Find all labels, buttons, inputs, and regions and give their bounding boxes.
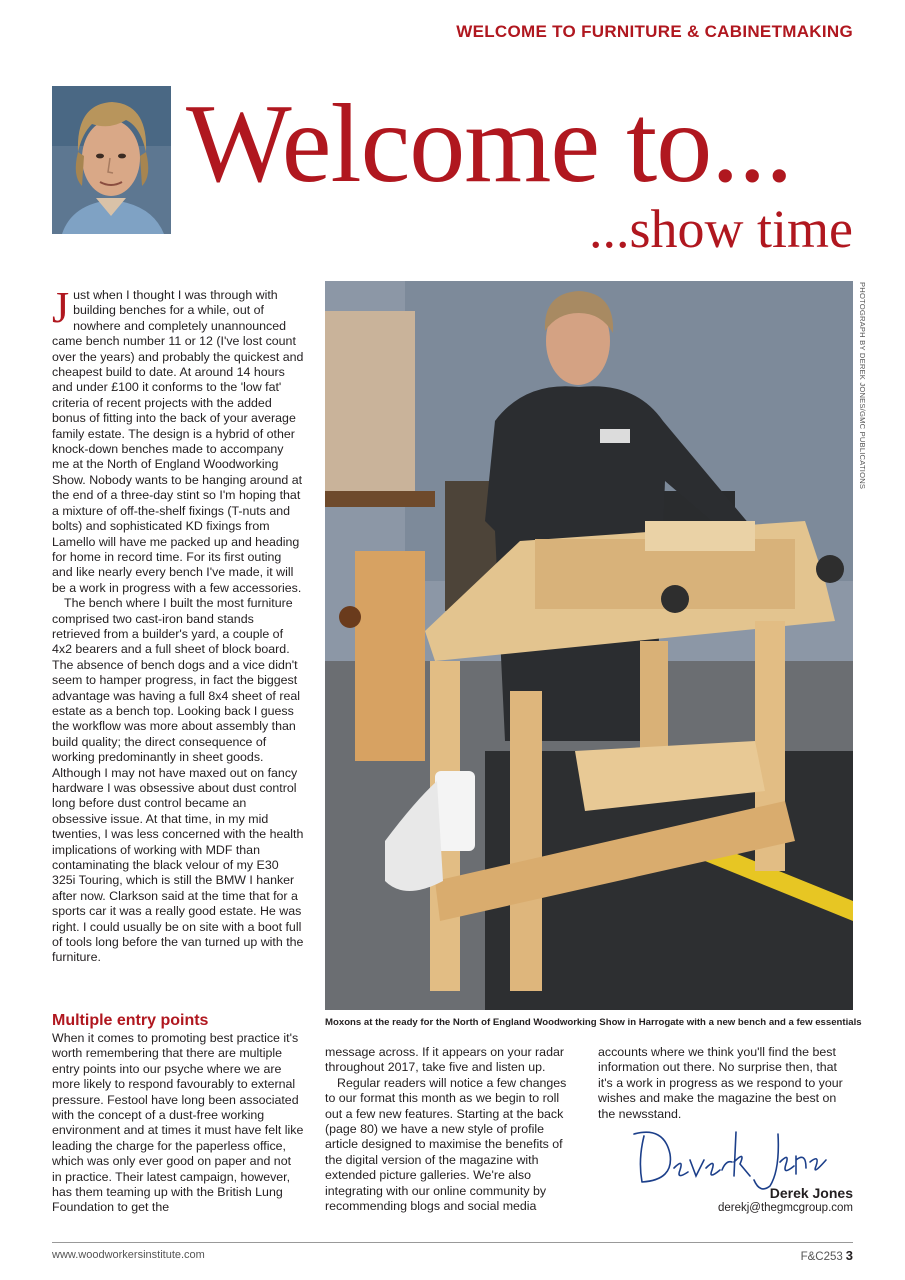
- author-portrait: [52, 86, 171, 234]
- page-subtitle: ...show time: [589, 199, 853, 259]
- article-column-1: [52, 283, 304, 966]
- article-column-1-bottom: [52, 1031, 304, 1216]
- paragraph-4: message across. If it appears on your radar throughout 2017, take five and listen up.: [325, 1045, 564, 1075]
- subheading: Multiple entry points: [52, 1012, 209, 1029]
- page-number: 3: [845, 1248, 853, 1263]
- portrait-image: [52, 86, 171, 234]
- page-title: Welcome to...: [186, 82, 793, 206]
- footer-issue: F&C253: [800, 1251, 843, 1263]
- author-name: Derek Jones: [769, 1185, 853, 1201]
- author-email[interactable]: derekj@thegmcgroup.com: [717, 1202, 853, 1214]
- footer-divider: [52, 1242, 853, 1243]
- drop-cap: J: [52, 283, 70, 332]
- paragraph-1: ust when I thought I was through with building benches for a while, out of nowhere and completely unannounced came bench number 11 or 12 (I've lost count over the years) and probably the quickest and cheapest build to date. At around 14 hours and under £100 it conforms to the 'low fat' criteria of recent projects with the added bonus of fitting into the back of your average family estate. The design is a hybrid of other knock-down benches made to accompany me at the North of England Woodworking Show. Nobody wants to be hanging around at the end of a three-day stint so I'm hoping that a mixture of off-the-shelf fixings (T-nuts and bolts) and sophisticated KD fixings from Lamello will have me packed up and heading for home in record time. For its first outing and like nearly every bench I've made, it will be a work in progress with a few accessories.: [52, 288, 304, 595]
- workbench-photo: [325, 281, 853, 1010]
- footer-website[interactable]: www.woodworkersinstitute.com: [52, 1249, 205, 1261]
- paragraph-5: Regular readers will notice a few changes to our format this month as we begin to roll out a few new features. Starting at the back (page 80) we have a new style of profile article designed to maximise the benefits of the digital version of the magazine with extended picture galleries. We're also integrating with our online community by recommending blogs and social media: [325, 1075, 567, 1214]
- paragraph-6: accounts where we think you'll find the best information out there. No surprise then, that it's a work in progress as we respond to your wishes and make the magazine the best on the newsstand.: [598, 1045, 843, 1121]
- paragraph-3: When it comes to promoting best practice it's worth remembering that there are multiple entry points into our psyche where we are more likely to respond favourably to external pressure. Festool have long been associated with the concept of a dust-free working environment and at times it must have felt like leading the charge for the paperless office, which was only ever good on paper and not in practice. Their latest campaign, however, has them teaming up with the British Lung Foundation to get the: [52, 1031, 304, 1215]
- paragraph-2: The bench where I built the most furniture comprised two cast-iron band stands retrieved from a builder's yard, a couple of 4x2 bearers and a full sheet of block board. The absence of bench dogs and a vice didn't seem to hamper progress, in fact the biggest advantage was having a full 8x4 sheet of real estate as a bench top. Looking back I guess the workflow was more about assembly than build quality; the direct consequence of working predominantly in sheet goods. Although I may not have maxed out on fancy hardware I was obsessive about dust control long before dust control became an obsessive issue. At that time, in my mid twenties, I was less concerned with the health implications of working with MDF than contaminating the black velour of my E30 325i Touring, which is still the BMW I hanker after now. Clarkson said at the time that for a sports car it was a really good estate. He was right. I could usually be on site with a boot full of tools long before the van turned up with the furniture.: [52, 596, 304, 965]
- footer-page-info: [801, 1248, 853, 1263]
- photo-image: [325, 281, 853, 1010]
- article-column-3: [598, 1045, 853, 1122]
- section-header: WELCOME TO FURNITURE & CABINETMAKING: [456, 22, 853, 41]
- photo-credit: PHOTOGRAPH BY DEREK JONES/GMC PUBLICATIONS: [858, 282, 867, 490]
- photo-caption: Moxons at the ready for the North of England Woodworking Show in Harrogate with a new bench and a few essentials: [325, 1017, 862, 1028]
- article-column-2: [325, 1045, 577, 1214]
